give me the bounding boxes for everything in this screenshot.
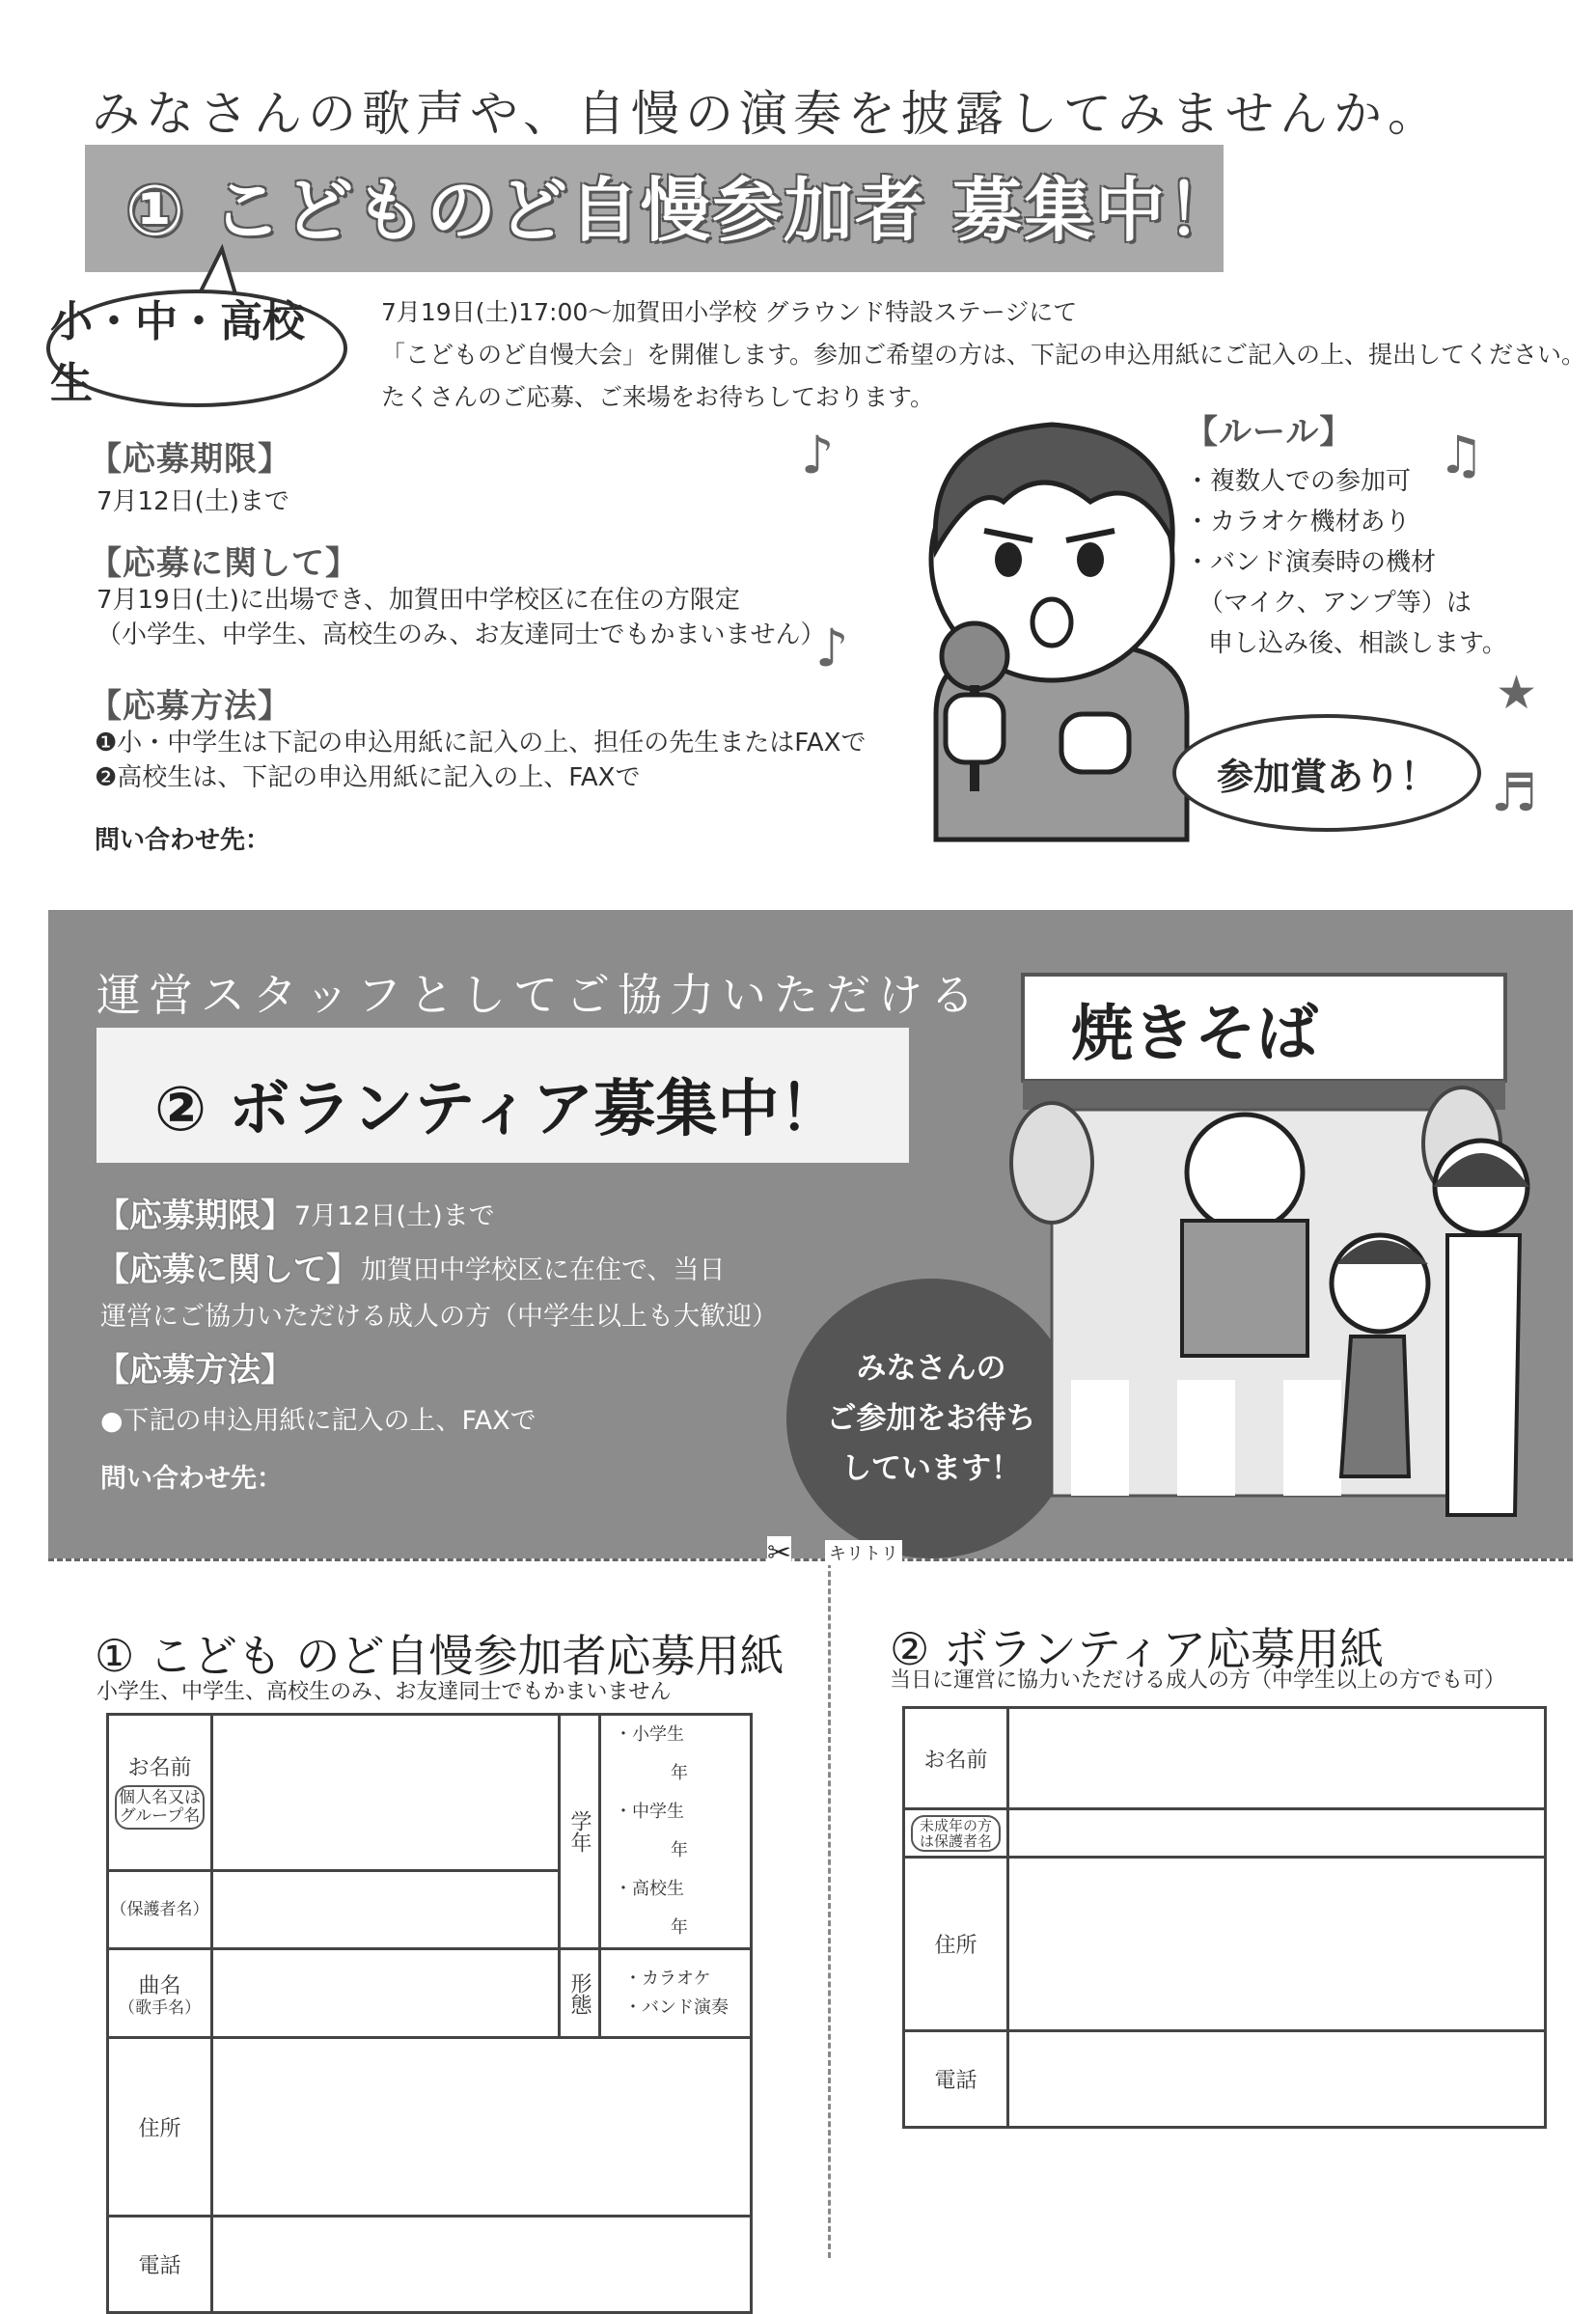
form1-subtitle: 小学生、中学生、高校生のみ、お友達同士でもかまいません: [96, 1680, 672, 1704]
phone-label: 電話: [904, 2031, 1008, 2128]
rules-list: [1185, 461, 1507, 664]
volunteer-banner-title: ② ボランティア募集中！: [154, 1074, 841, 1145]
grade-option: ・小学生: [615, 1724, 684, 1745]
address-label: 住所: [904, 1858, 1008, 2031]
target-audience-badge: 小・中・高校生: [46, 289, 347, 407]
year-label: 年: [671, 1917, 688, 1938]
volunteer-about-text: 加賀田中学校区に在住で、当日: [361, 1255, 726, 1285]
form2-title: ② ボランティア応募用紙: [890, 1623, 1385, 1675]
name-input-cell[interactable]: [212, 1715, 560, 1871]
form-type-label: 形態: [560, 1949, 600, 2038]
rule-item: ・複数人での参加可: [1185, 467, 1412, 496]
about-text: [96, 583, 826, 652]
method-text: [95, 726, 866, 795]
name-label: お名前: [127, 1756, 192, 1780]
cut-label: キリトリ: [825, 1540, 902, 1565]
phone-label: 電話: [108, 2217, 212, 2313]
guardian-label: （保護者名）: [108, 1871, 212, 1949]
intro-line: 「こどものど自慢大会」を開催します。参加ご希望の方は、下記の申込用紙にご記入の上、提出してください。: [381, 341, 1586, 369]
phone-input-cell[interactable]: [212, 2217, 752, 2313]
section1-banner-title: ① こどものど自慢参加者 募集中！: [125, 170, 1239, 251]
about-heading: 【応募に関して】: [89, 544, 359, 583]
grade-option: ・高校生: [615, 1879, 684, 1899]
volunteer-lead: 運営スタッフとしてご協力いただける: [96, 969, 982, 1021]
music-note-icon: ♪: [801, 425, 835, 485]
scissors-icon: ✂: [767, 1536, 792, 1570]
form2-table: [902, 1706, 1547, 2129]
star-icon: ★: [1496, 666, 1538, 720]
music-notes-icon: ♬: [1491, 762, 1538, 823]
song-label: 曲名: [138, 1973, 181, 1998]
address-label: 住所: [108, 2038, 212, 2217]
contact-label: 問い合わせ先：: [95, 826, 271, 855]
circle-line: みなさんの: [856, 1351, 1006, 1386]
intro-line: たくさんのご応募、ご来場をお待ちしております。: [381, 383, 935, 411]
form1-title: ① こども のど自慢参加者応募用紙: [95, 1630, 784, 1682]
cut-line: [48, 1558, 1573, 1561]
volunteer-deadline-heading: 【応募期限】: [96, 1197, 293, 1235]
volunteer-about-text: 運営にご協力いただける成人の方（中学生以上も大歓迎）: [100, 1302, 778, 1332]
name-note: 個人名又はグループ名: [115, 1785, 205, 1830]
music-notes-icon: ♫: [1438, 425, 1485, 485]
deadline-heading: 【応募期限】: [89, 440, 291, 479]
name-label: お名前: [904, 1708, 1008, 1809]
lead-text: みなさんの歌声や、自慢の演奏を披露してみませんか。: [92, 86, 1442, 142]
year-label: 年: [671, 1763, 688, 1783]
rule-item: 申し込み後、相談します。: [1208, 629, 1507, 658]
volunteer-contact-label: 問い合わせ先：: [100, 1464, 283, 1494]
volunteer-deadline-text: 7月12日(土)まで: [294, 1201, 495, 1231]
intro-line: 7月19日(土)17:00～加賀田小学校 グラウンド特設ステージにて: [381, 298, 1078, 326]
name-label-cell: [108, 1715, 212, 1871]
award-badge: 参加賞あり！: [1172, 714, 1481, 832]
singing-boy-illustration: [897, 396, 1216, 840]
phone-input-cell[interactable]: [1008, 2031, 1546, 2128]
form-type-options[interactable]: [600, 1949, 752, 2038]
grade-label: 学年: [560, 1715, 600, 1949]
minor-note-cell: [904, 1809, 1008, 1858]
volunteer-method-heading: 【応募方法】: [96, 1351, 293, 1390]
singer-label: （歌手名）: [119, 1997, 201, 2018]
song-label-cell: [108, 1949, 212, 2038]
guardian-input-cell[interactable]: [212, 1871, 560, 1949]
method-line: ❷高校生は、下記の申込用紙に記入の上、FAXで: [95, 763, 641, 792]
rule-item: （マイク、アンプ等）は: [1198, 589, 1472, 618]
volunteer-method-text: ●下記の申込用紙に記入の上、FAXで: [100, 1406, 537, 1436]
divider-line: [828, 1554, 831, 2258]
grade-options[interactable]: [600, 1715, 752, 1949]
circle-line: しています！: [841, 1451, 1021, 1486]
year-label: 年: [671, 1840, 688, 1860]
about-line: （小学生、中学生、高校生のみ、お友達同士でもかまいません）: [96, 620, 826, 649]
method-line: ❶小・中学生は下記の申込用紙に記入の上、担任の先生またはFAXで: [95, 729, 867, 758]
stall-sign-text: 焼きそば: [1071, 999, 1318, 1070]
rule-item: ・カラオケ機材あり: [1185, 508, 1411, 537]
form2-subtitle: 当日に運営に協力いただける成人の方（中学生以上の方でも可）: [890, 1668, 1506, 1693]
volunteer-about-heading: 【応募に関して】: [96, 1251, 359, 1289]
form1-table: [106, 1713, 753, 2314]
song-input-cell[interactable]: [212, 1949, 560, 2038]
circle-line: ご参加をお待ち: [826, 1401, 1036, 1436]
guardian-input-cell[interactable]: [1008, 1809, 1546, 1858]
name-input-cell[interactable]: [1008, 1708, 1546, 1809]
rule-item: ・バンド演奏時の機材: [1185, 548, 1437, 577]
rules-heading: 【ルール】: [1185, 413, 1354, 452]
address-input-cell[interactable]: [1008, 1858, 1546, 2031]
form-option: ・バンド演奏: [624, 1997, 729, 2018]
address-input-cell[interactable]: [212, 2038, 752, 2217]
about-line: 7月19日(土)に出場でき、加賀田中学校区に在住の方限定: [96, 586, 740, 615]
minor-note: 未成年の方は保護者名: [911, 1815, 1001, 1852]
method-heading: 【応募方法】: [89, 687, 291, 726]
music-note-icon: ♪: [815, 618, 849, 678]
deadline-text: 7月12日(土)まで: [96, 487, 289, 516]
grade-option: ・中学生: [615, 1802, 684, 1822]
form-option: ・カラオケ: [624, 1968, 711, 1989]
